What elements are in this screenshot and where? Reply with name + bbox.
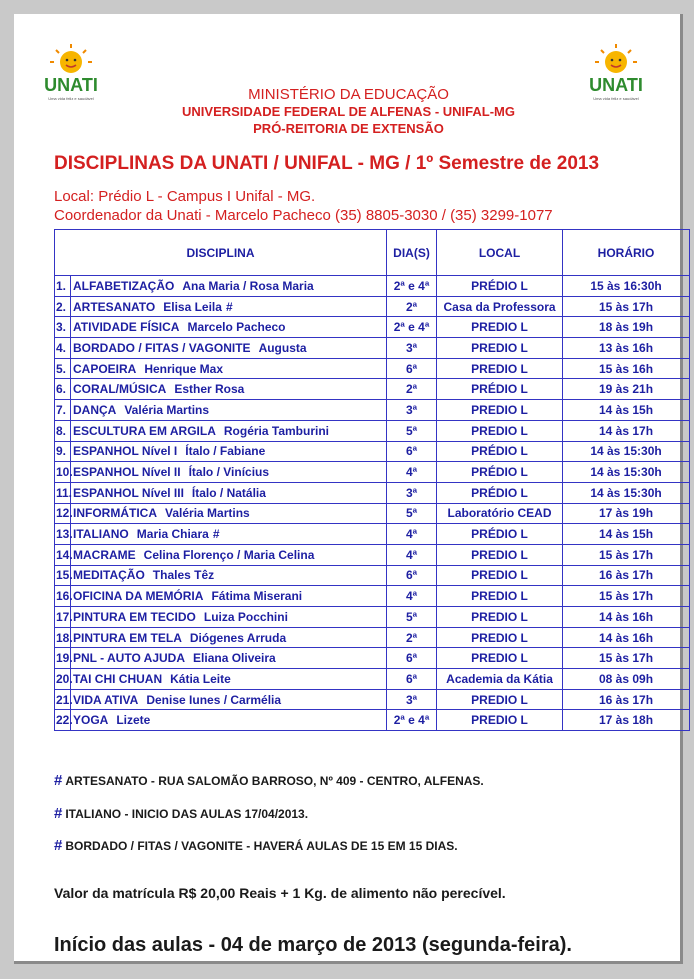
discipline-cell: [71, 503, 387, 524]
location-cell: PREDIO L: [437, 607, 563, 628]
location-cell: PRÉDIO L: [437, 524, 563, 545]
discipline-cell: [71, 379, 387, 400]
note-text: BORDADO / FITAS / VAGONITE - HAVERÁ AULAS DE 15 EM 15 DIAS.: [65, 839, 458, 853]
location-cell: PREDIO L: [437, 338, 563, 359]
disciplines-table: [54, 229, 690, 731]
note-text: ITALIANO - INICIO DAS AULAS 17/04/2013.: [65, 807, 309, 821]
discipline-cell: [71, 420, 387, 441]
location-cell: PRÉDIO L: [437, 482, 563, 503]
note-mark: #: [225, 299, 233, 314]
days-cell: 6ª: [387, 565, 437, 586]
table-row: [55, 648, 690, 669]
document-title: DISCIPLINAS DA UNATI / UNIFAL - MG / 1º Semestre de 2013: [54, 153, 600, 174]
table-row: [55, 338, 690, 359]
location-cell: PREDIO L: [437, 544, 563, 565]
schedule-cell: 14 às 16h: [563, 627, 690, 648]
table-row: [55, 462, 690, 483]
row-number: 5.: [55, 358, 71, 379]
professor-name: Celina Florenço / Maria Celina: [143, 547, 315, 562]
discipline-cell: [71, 710, 387, 731]
discipline-name: ESPANHOL Nível I: [73, 444, 178, 459]
classes-start-date: Início das aulas - 04 de março de 2013 (segunda-feira).: [54, 934, 572, 956]
note-mark: #: [212, 527, 220, 542]
discipline-cell: [71, 607, 387, 628]
table-row: [55, 689, 690, 710]
days-cell: 6ª: [387, 358, 437, 379]
table-row: [55, 276, 690, 297]
table-row: [55, 420, 690, 441]
schedule-cell: 14 às 15:30h: [563, 462, 690, 483]
row-number: 18.: [55, 627, 71, 648]
note-artesanato: [54, 772, 484, 789]
discipline-name: PINTURA EM TECIDO: [73, 609, 196, 624]
professor-name: Lizete: [116, 713, 151, 728]
days-cell: 4ª: [387, 462, 437, 483]
discipline-name: ITALIANO: [73, 527, 129, 542]
row-number: 6.: [55, 379, 71, 400]
professor-name: Diógenes Arruda: [189, 630, 287, 645]
table-row: [55, 607, 690, 628]
professor-name: Elisa Leila: [163, 299, 222, 314]
row-number: 17.: [55, 607, 71, 628]
days-cell: 2ª: [387, 627, 437, 648]
row-number: 21.: [55, 689, 71, 710]
days-cell: 4ª: [387, 586, 437, 607]
discipline-cell: [71, 524, 387, 545]
location-cell: PREDIO L: [437, 689, 563, 710]
professor-name: Luiza Pocchini: [203, 609, 288, 624]
location-cell: Laboratório CEAD: [437, 503, 563, 524]
discipline-name: ESCULTURA EM ARGILA: [73, 423, 216, 438]
discipline-cell: [71, 276, 387, 297]
discipline-cell: [71, 669, 387, 690]
professor-name: Denise Iunes / Carmélia: [146, 692, 282, 707]
professor-name: Ana Maria / Rosa Maria: [182, 278, 314, 293]
note-bordado: [54, 837, 458, 854]
row-number: 22.: [55, 710, 71, 731]
location-cell: PREDIO L: [437, 627, 563, 648]
discipline-cell: [71, 565, 387, 586]
days-cell: 2ª: [387, 296, 437, 317]
days-cell: 5ª: [387, 607, 437, 628]
discipline-name: MEDITAÇÃO: [73, 568, 145, 583]
schedule-cell: 18 às 19h: [563, 317, 690, 338]
table-row: [55, 379, 690, 400]
row-number: 3.: [55, 317, 71, 338]
logo-tagline: Uma vida feliz e saudável: [593, 96, 639, 101]
professor-name: Fátima Miserani: [211, 589, 303, 604]
discipline-name: ATIVIDADE FÍSICA: [73, 320, 180, 335]
row-number: 16.: [55, 586, 71, 607]
table-row: [55, 503, 690, 524]
days-cell: 5ª: [387, 503, 437, 524]
header-local: LOCAL: [437, 230, 563, 276]
discipline-name: PNL - AUTO AJUDA: [73, 651, 186, 666]
schedule-cell: 15 às 16:30h: [563, 276, 690, 297]
table-row: [55, 524, 690, 545]
schedule-cell: 17 às 19h: [563, 503, 690, 524]
schedule-cell: 16 às 17h: [563, 565, 690, 586]
table-row: [55, 627, 690, 648]
header-disciplina: DISCIPLINA: [55, 230, 387, 276]
discipline-cell: [71, 544, 387, 565]
location-cell: PRÉDIO L: [437, 462, 563, 483]
row-number: 20.: [55, 669, 71, 690]
schedule-cell: 14 às 16h: [563, 607, 690, 628]
schedule-cell: 15 às 17h: [563, 648, 690, 669]
table-row: [55, 400, 690, 421]
days-cell: 6ª: [387, 441, 437, 462]
location-cell: PRÉDIO L: [437, 276, 563, 297]
row-number: 11.: [55, 482, 71, 503]
discipline-cell: [71, 317, 387, 338]
professor-name: Kátia Leite: [170, 671, 231, 686]
row-number: 14.: [55, 544, 71, 565]
discipline-cell: [71, 400, 387, 421]
location-cell: PREDIO L: [437, 358, 563, 379]
row-number: 8.: [55, 420, 71, 441]
location-cell: Casa da Professora: [437, 296, 563, 317]
location-cell: PREDIO L: [437, 710, 563, 731]
row-number: 19.: [55, 648, 71, 669]
row-number: 1.: [55, 276, 71, 297]
discipline-name: ESPANHOL Nível II: [73, 465, 181, 480]
table-header-row: [55, 230, 690, 276]
table-row: [55, 710, 690, 731]
days-cell: 5ª: [387, 420, 437, 441]
schedule-cell: 15 às 17h: [563, 544, 690, 565]
table-row: [55, 669, 690, 690]
row-number: 10.: [55, 462, 71, 483]
table-row: [55, 358, 690, 379]
location-line: Local: Prédio L - Campus I Unifal - MG.: [54, 188, 316, 205]
header-horario: HORÁRIO: [563, 230, 690, 276]
days-cell: 2ª: [387, 379, 437, 400]
enrollment-price: Valor da matrícula R$ 20,00 Reais + 1 Kg. de alimento não perecível.: [54, 885, 506, 901]
dean-office-heading: PRÓ-REITORIA DE EXTENSÃO: [253, 121, 444, 136]
row-number: 15.: [55, 565, 71, 586]
discipline-name: ALFABETIZAÇÃO: [73, 278, 175, 293]
table-row: [55, 544, 690, 565]
note-text: ARTESANATO - RUA SALOMÃO BARROSO, Nº 409 - CENTRO, ALFENAS.: [65, 774, 484, 788]
coordinator-line: Coordenador da Unati - Marcelo Pacheco (35) 8805-3030 / (35) 3299-1077: [54, 207, 553, 224]
professor-name: Ítalo / Fabiane: [185, 444, 266, 459]
discipline-name: ESPANHOL Nível III: [73, 485, 184, 500]
discipline-cell: [71, 586, 387, 607]
row-number: 2.: [55, 296, 71, 317]
location-cell: PREDIO L: [437, 400, 563, 421]
professor-name: Augusta: [258, 340, 307, 355]
schedule-cell: 19 às 21h: [563, 379, 690, 400]
location-cell: PRÉDIO L: [437, 441, 563, 462]
discipline-name: CORAL/MÚSICA: [73, 382, 167, 397]
discipline-name: OFICINA DA MEMÓRIA: [73, 589, 204, 604]
schedule-cell: 14 às 15:30h: [563, 482, 690, 503]
row-number: 12.: [55, 503, 71, 524]
discipline-cell: [71, 358, 387, 379]
days-cell: 2ª e 4ª: [387, 276, 437, 297]
professor-name: Eliana Oliveira: [193, 651, 276, 666]
schedule-cell: 15 às 16h: [563, 358, 690, 379]
professor-name: Marcelo Pacheco: [187, 320, 286, 335]
row-number: 9.: [55, 441, 71, 462]
discipline-cell: [71, 296, 387, 317]
schedule-cell: 15 às 17h: [563, 586, 690, 607]
days-cell: 3ª: [387, 400, 437, 421]
schedule-cell: 14 às 15h: [563, 400, 690, 421]
discipline-name: DANÇA: [73, 402, 117, 417]
discipline-name: VIDA ATIVA: [73, 692, 139, 707]
row-number: 7.: [55, 400, 71, 421]
table-row: [55, 586, 690, 607]
logo-name: UNATI: [44, 75, 98, 95]
days-cell: 2ª e 4ª: [387, 710, 437, 731]
schedule-cell: 13 às 16h: [563, 338, 690, 359]
professor-name: Valéria Martins: [124, 402, 210, 417]
discipline-cell: [71, 689, 387, 710]
schedule-cell: 14 às 15h: [563, 524, 690, 545]
professor-name: Ítalo / Natália: [191, 485, 266, 500]
days-cell: 6ª: [387, 669, 437, 690]
professor-name: Henrique Max: [144, 361, 224, 376]
ministry-heading: MINISTÉRIO DA EDUCAÇÃO: [248, 86, 449, 103]
table-row: [55, 482, 690, 503]
discipline-name: INFORMÁTICA: [73, 506, 157, 521]
days-cell: 3ª: [387, 689, 437, 710]
discipline-cell: [71, 482, 387, 503]
days-cell: 6ª: [387, 648, 437, 669]
days-cell: 2ª e 4ª: [387, 317, 437, 338]
professor-name: Valéria Martins: [165, 506, 250, 521]
note-italiano: [54, 805, 308, 822]
professor-name: Thales Têz: [152, 568, 215, 583]
discipline-name: MACRAME: [73, 547, 136, 562]
logo-name: UNATI: [589, 75, 643, 95]
discipline-name: TAI CHI CHUAN: [73, 671, 163, 686]
discipline-name: YOGA: [73, 713, 109, 728]
professor-name: Maria Chiara: [136, 527, 209, 542]
schedule-cell: 14 às 15:30h: [563, 441, 690, 462]
discipline-name: PINTURA EM TELA: [73, 630, 182, 645]
note-mark: #: [54, 772, 63, 789]
days-cell: 4ª: [387, 544, 437, 565]
days-cell: 3ª: [387, 482, 437, 503]
location-cell: PREDIO L: [437, 317, 563, 338]
discipline-name: ARTESANATO: [73, 299, 156, 314]
discipline-name: BORDADO / FITAS / VAGONITE: [73, 340, 251, 355]
schedule-cell: 08 às 09h: [563, 669, 690, 690]
location-cell: Academia da Kátia: [437, 669, 563, 690]
header-dias: DIA(S): [387, 230, 437, 276]
professor-name: Rogéria Tamburini: [223, 423, 330, 438]
discipline-name: CAPOEIRA: [73, 361, 137, 376]
note-mark: #: [54, 837, 63, 854]
location-cell: PREDIO L: [437, 420, 563, 441]
location-cell: PREDIO L: [437, 586, 563, 607]
discipline-cell: [71, 462, 387, 483]
row-number: 4.: [55, 338, 71, 359]
schedule-cell: 17 às 18h: [563, 710, 690, 731]
professor-name: Ítalo / Vinícius: [188, 465, 270, 480]
discipline-cell: [71, 627, 387, 648]
schedule-cell: 15 às 17h: [563, 296, 690, 317]
discipline-cell: [71, 648, 387, 669]
discipline-cell: [71, 441, 387, 462]
table-row: [55, 317, 690, 338]
table-row: [55, 441, 690, 462]
professor-name: Esther Rosa: [174, 382, 245, 397]
location-cell: PREDIO L: [437, 648, 563, 669]
schedule-cell: 14 às 17h: [563, 420, 690, 441]
schedule-cell: 16 às 17h: [563, 689, 690, 710]
table-row: [55, 565, 690, 586]
discipline-cell: [71, 338, 387, 359]
days-cell: 3ª: [387, 338, 437, 359]
logo-tagline: Uma vida feliz e saudável: [48, 96, 94, 101]
university-heading: UNIVERSIDADE FEDERAL DE ALFENAS - UNIFAL-MG: [182, 104, 515, 119]
location-cell: PRÉDIO L: [437, 379, 563, 400]
days-cell: 4ª: [387, 524, 437, 545]
note-mark: #: [54, 805, 63, 822]
table-row: [55, 296, 690, 317]
location-cell: PREDIO L: [437, 565, 563, 586]
row-number: 13.: [55, 524, 71, 545]
document-page: [14, 14, 683, 964]
